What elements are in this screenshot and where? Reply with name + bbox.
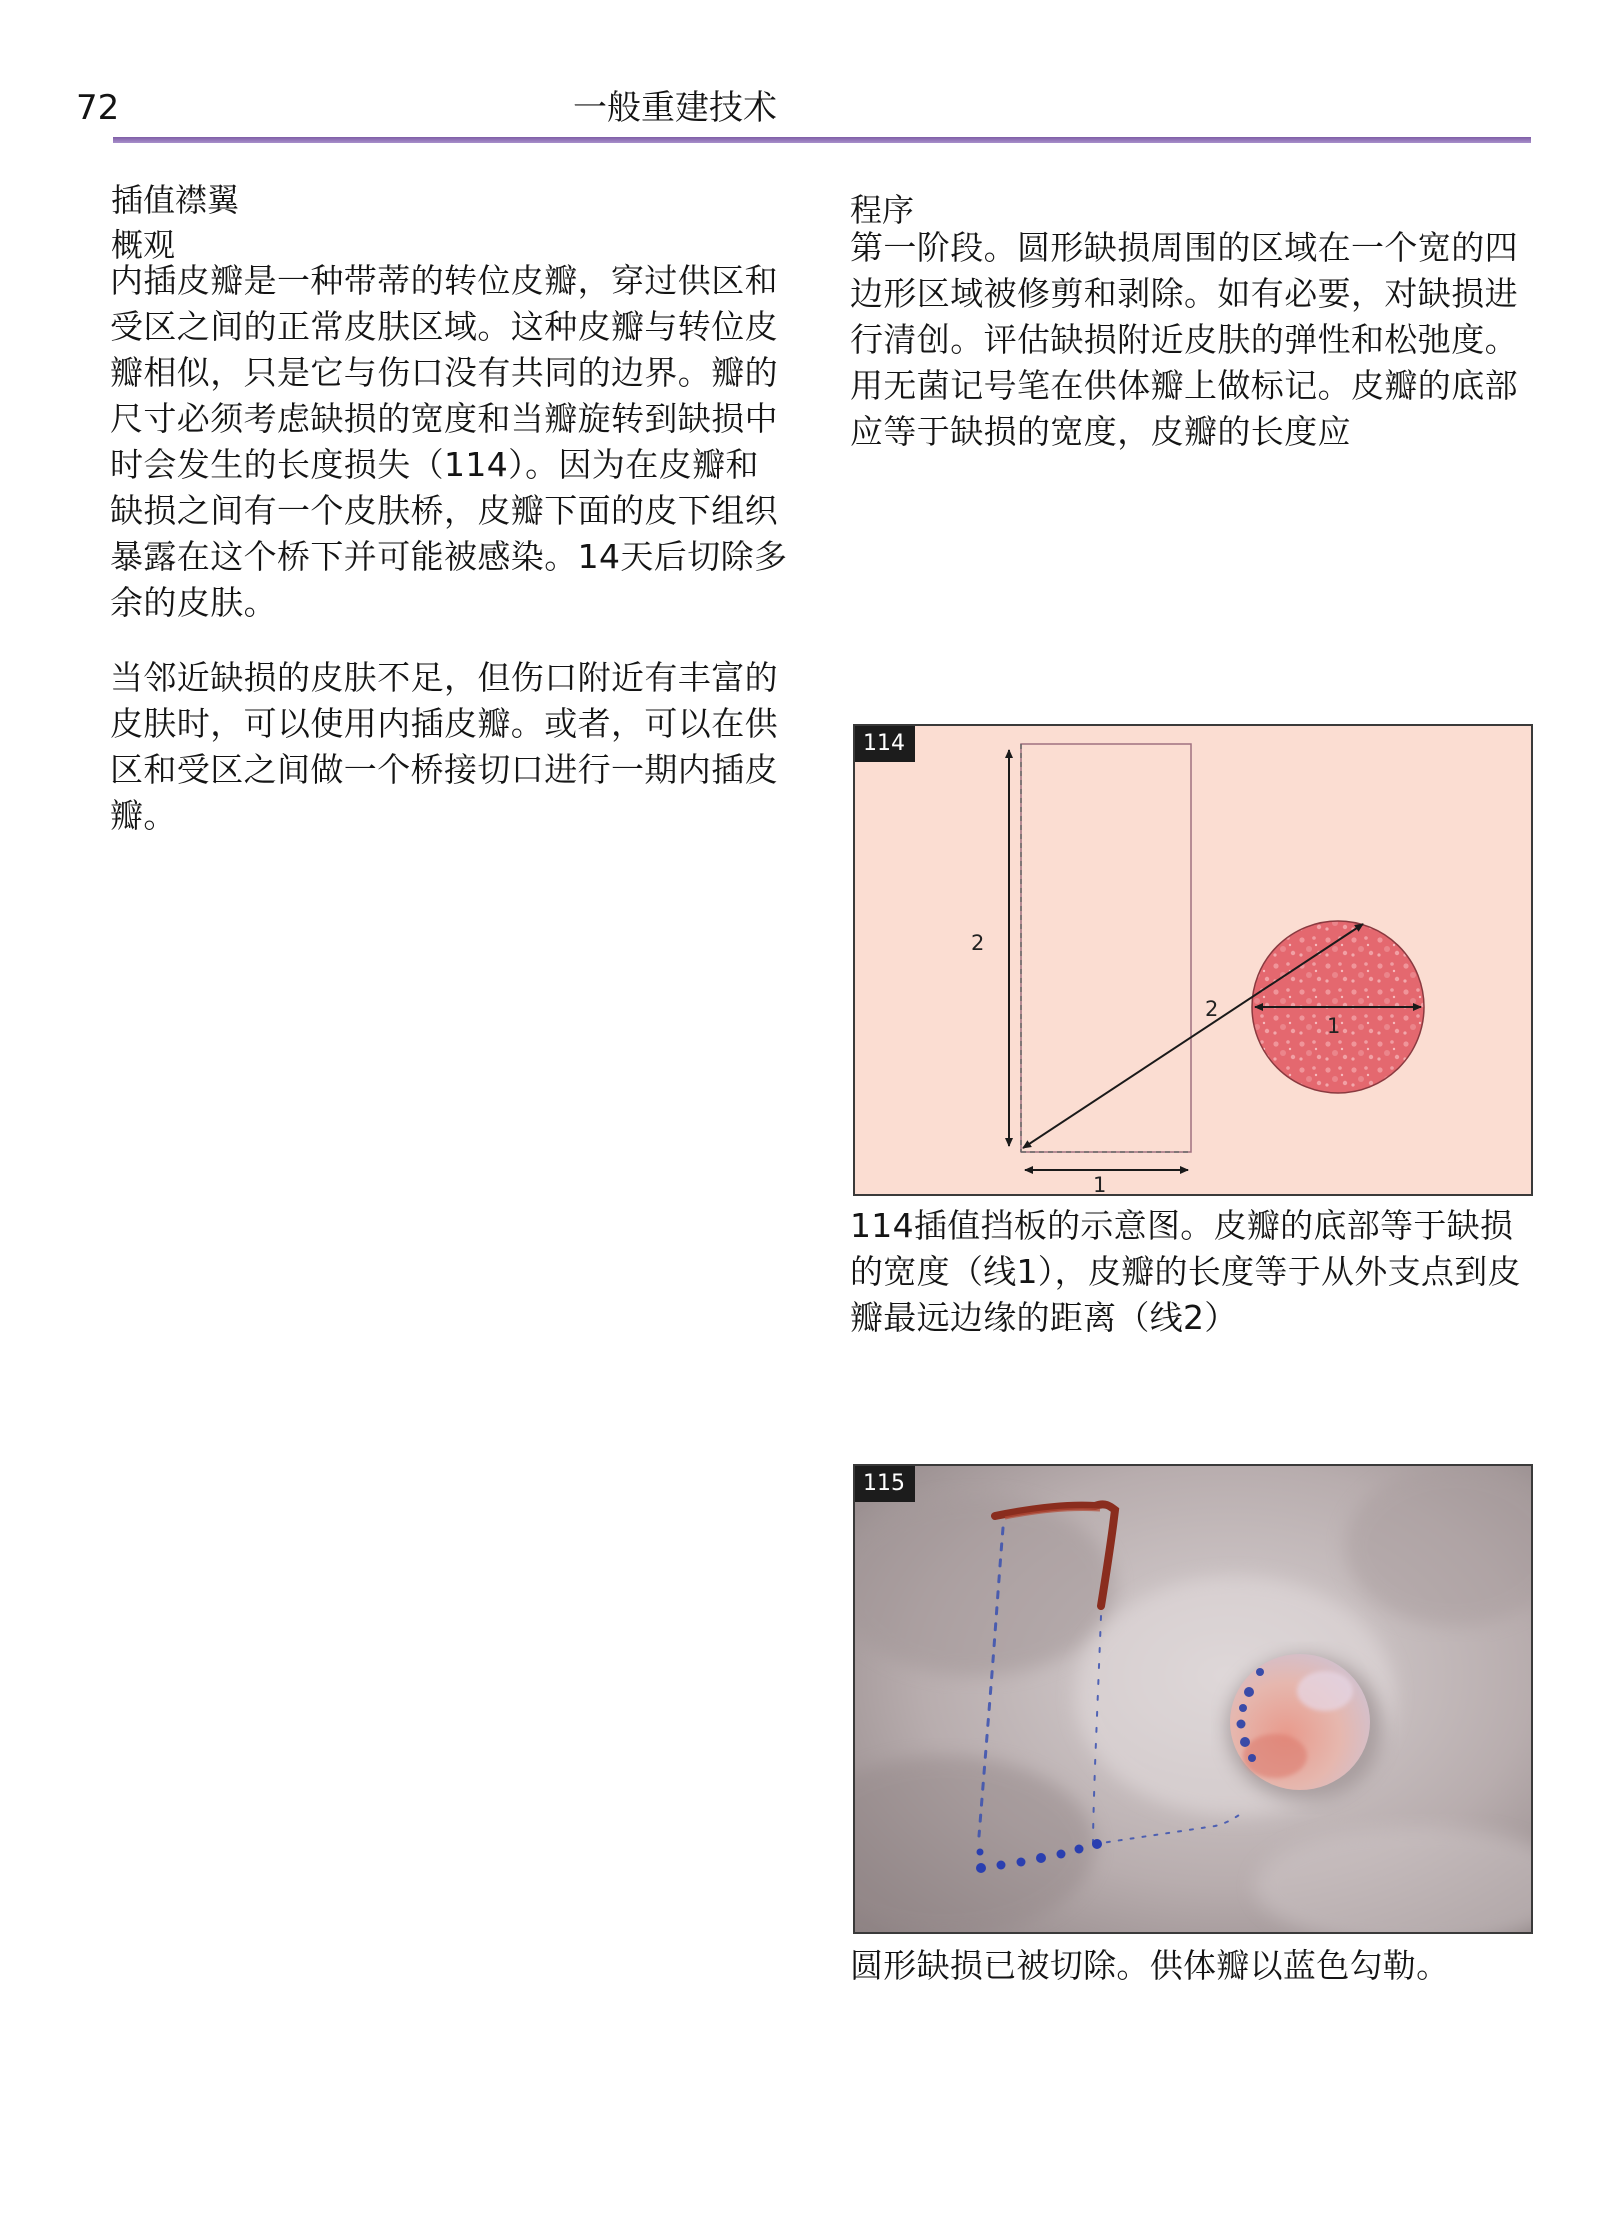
figure-115-caption: 圆形缺损已被切除。供体瓣以蓝色勾勒。 [850,1946,1450,1985]
body-paragraph-indication: 当邻近缺损的皮肤不足，但伤口附近有丰富的皮肤时，可以使用内插皮瓣。或者，可以在供区和受区之间做一个桥接切口进行一期内插皮瓣。 [110,658,778,835]
body-paragraph-overview: 内插皮瓣是一种带蒂的转位皮瓣，穿过供区和受区之间的正常皮肤区域。这种皮瓣与转位皮瓣相似，只是它与伤口没有共同的边界。瓣的尺寸必须考虑缺损的宽度和当瓣旋转到缺损中时会发生的长度损失（114）。因为在皮瓣和缺损之间有一个皮肤桥，皮瓣下面的皮下组织暴露在这个桥下并可能被感染。14天后切除多余的皮肤。 [110,261,788,622]
excised-defect-photo [855,1466,1531,1932]
interpolation-flap-diagram [855,726,1531,1194]
running-title: 一般重建技术 [573,88,777,128]
figure-115-label: 115 [855,1466,915,1502]
page-number: 72 [76,88,120,128]
subsection-title: 概观 [111,226,176,264]
flap-outline [1021,744,1191,1152]
body-paragraph-procedure: 第一阶段。圆形缺损周围的区域在一个宽的四边形区域被修剪和剥除。如有必要，对缺损进行清创。评估缺损附近皮肤的弹性和松弛度。用无菌记号笔在供体瓣上做标记。皮瓣的底部应等于缺损的宽度，皮瓣的长度应 [850,228,1518,451]
line-2-diagonal-label: 2 [1205,997,1219,1021]
line-1-bottom-label: 1 [1093,1173,1107,1194]
line-2-left-label: 2 [971,931,985,955]
figure-115-photo [853,1464,1533,1934]
section-title: 插值襟翼 [111,181,240,219]
line-1-circle-label: 1 [1327,1014,1341,1038]
figure-114-caption: 114插值挡板的示意图。皮瓣的底部等于缺损的宽度（线1），皮瓣的长度等于从外支点到皮瓣最远边缘的距离（线2） [850,1206,1521,1337]
figure-114-label: 114 [855,726,915,762]
header-rule [113,137,1531,143]
procedure-title: 程序 [850,191,915,229]
figure-114-diagram [853,724,1533,1196]
